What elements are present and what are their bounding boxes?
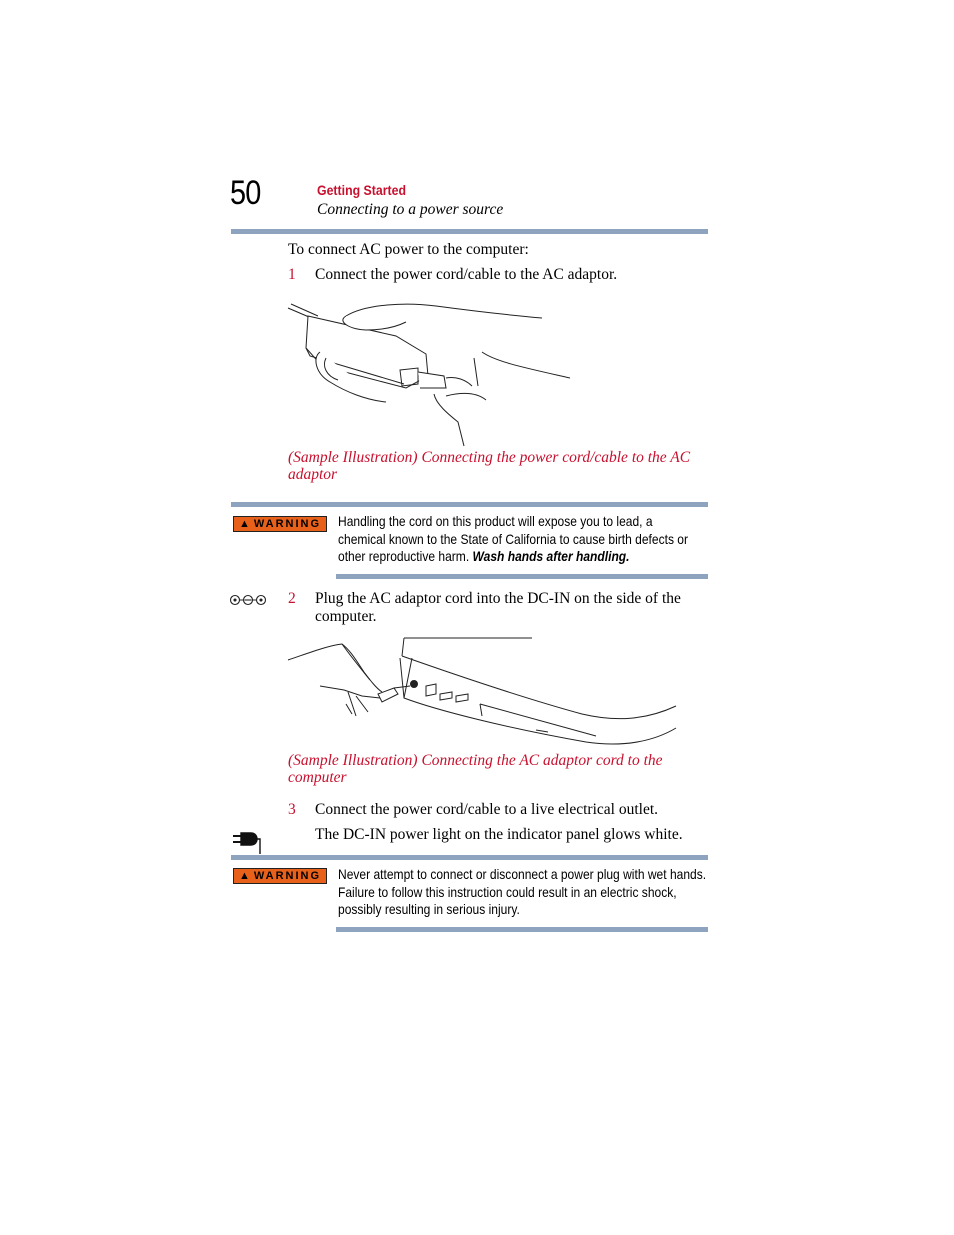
- warning-2-line2: Failure to follow this instruction could result in an electric shock,: [338, 883, 677, 900]
- warning-2-line3: possibly resulting in serious injury.: [338, 901, 520, 917]
- warning-triangle-icon: ▲: [238, 518, 252, 530]
- dc-in-light-note: The DC-IN power light on the indicator panel glows white.: [315, 826, 683, 843]
- step-2-number: 2: [288, 590, 296, 607]
- warning-2-bottom-rule: [336, 927, 708, 932]
- figure-1-caption-line2: adaptor: [288, 466, 338, 483]
- page-number: 50: [230, 174, 261, 212]
- warning-triangle-icon: ▲: [238, 870, 252, 882]
- step-3-number: 3: [288, 801, 296, 818]
- step-2-line1: Plug the AC adaptor cord into the DC-IN on the side of the: [315, 590, 681, 607]
- warning-2-text: [338, 866, 710, 919]
- step-1-number: 1: [288, 266, 296, 283]
- figure-1-caption-line1: (Sample Illustration) Connecting the power cord/cable to the AC: [288, 449, 691, 466]
- step-2-line2: computer.: [315, 608, 377, 625]
- ac-power-icon: [231, 829, 263, 855]
- warning-1-text: [338, 513, 710, 566]
- warning-1-top-rule: [231, 502, 708, 507]
- header-rule: [231, 229, 708, 234]
- intro-text: To connect AC power to the computer:: [288, 241, 529, 258]
- warning-1-line3-bold: Wash hands after handling.: [472, 548, 630, 564]
- warning-1-bottom-rule: [336, 574, 708, 579]
- warning-1-line3-plain: other reproductive harm.: [338, 548, 470, 564]
- step-3-text: Connect the power cord/cable to a live electrical outlet.: [315, 801, 659, 818]
- figure-2-caption-line2: computer: [288, 769, 347, 786]
- section-title: Connecting to a power source: [317, 201, 504, 218]
- warning-2-top-rule: [231, 855, 708, 860]
- figure-1-caption: [288, 449, 698, 483]
- warning-1-line3: [338, 548, 710, 566]
- warning-2-badge: [233, 868, 327, 884]
- laptop-dc-in-illustration: [286, 636, 680, 751]
- warning-2-line1: Never attempt to connect or disconnect a power plug with wet hands.: [338, 866, 707, 882]
- figure-2-caption: [288, 752, 698, 786]
- ac-adaptor-illustration: [286, 296, 576, 451]
- chapter-title: Getting Started: [317, 182, 406, 198]
- warning-1-line1: Handling the cord on this product will expose you to lead, a: [338, 513, 653, 529]
- step-1-text: Connect the power cord/cable to the AC adaptor.: [315, 266, 618, 283]
- warning-1-label: WARNING: [253, 518, 322, 530]
- warning-1-badge: [233, 516, 327, 532]
- figure-2-caption-line1: (Sample Illustration) Connecting the AC adaptor cord to the: [288, 752, 663, 769]
- dc-in-icon: [229, 593, 267, 607]
- warning-2-label: WARNING: [253, 870, 322, 882]
- step-2-text: [315, 590, 681, 626]
- warning-1-line2: chemical known to the State of California to cause birth defects or: [338, 530, 689, 547]
